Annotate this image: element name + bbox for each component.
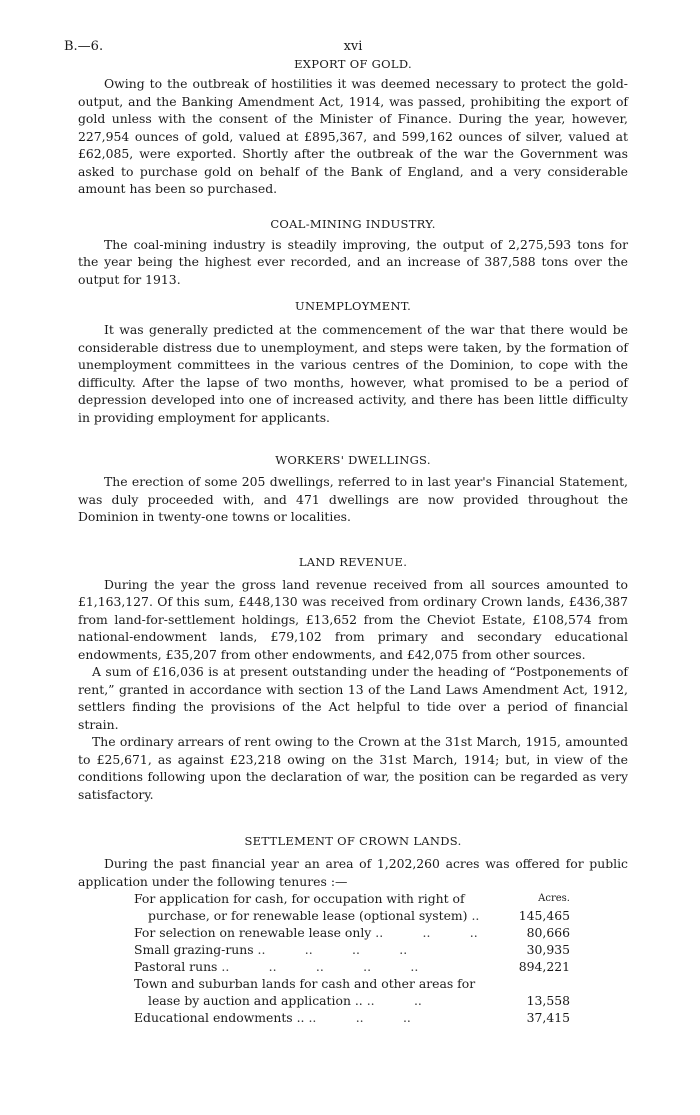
tenure-acres: 37,415 xyxy=(526,1010,570,1025)
section-title-export-of-gold: EXPORT OF GOLD. xyxy=(294,57,412,71)
tenure-row xyxy=(134,941,570,958)
dot-leader: .. .. .. xyxy=(375,925,478,940)
tenure-acres: 13,558 xyxy=(526,993,570,1008)
unemployment-paragraph: It was generally predicted at the commencement of the war that there would be considerable distress due to unemployment, and steps were taken, by the formation of unemployment committees in the various centres of the Dominion, to cope with the difficulty. After the lapse of two months, however, what promised to be a period of depression developed into one of increased activity, and there has been little difficulty in providing employment for applicants. xyxy=(78,322,628,425)
tenure-acres: 80,666 xyxy=(526,925,570,940)
dot-leader: .. .. xyxy=(366,993,422,1008)
tenure-label-continued: purchase, or for renewable lease (optional system) xyxy=(148,908,468,923)
tenure-row xyxy=(134,907,570,924)
tenure-acres: 30,935 xyxy=(526,942,570,957)
coal-paragraph: The coal-mining industry is steadily improving, the output of 2,275,593 tons for the year being the highest ever recorded, and an increase of 387,588 tons over the output for 1913. xyxy=(78,236,628,287)
tenure-acres: 145,465 xyxy=(518,908,570,923)
tenure-label: Town and suburban lands for cash and other areas for xyxy=(134,976,476,991)
tenure-label: For application for cash, for occupation with right of xyxy=(134,891,465,906)
dot-leader: .. .. .. .. xyxy=(257,942,408,957)
dot-leader: .. .. .. xyxy=(308,1010,411,1025)
dwellings-paragraph: The erection of some 205 dwellings, referred to in last year's Financial Statement, was duly proceeded with, and 471 dwellings are now provided throughout the Dominion in twenty-one towns or localities. xyxy=(78,474,628,524)
tenure-label: Pastoral runs xyxy=(134,959,218,974)
page-header xyxy=(64,38,628,56)
tenure-label: For selection on renewable lease only xyxy=(134,925,372,940)
dot-leader: .. xyxy=(471,908,480,923)
land-revenue-paragraph-1: During the year the gross land revenue received from all sources amounted to £1,163,127. Of this sum, £448,130 was received from ordinary Crown lands, £436,387 from land-for-settlement holdings, £13,652 from the Cheviot Estate, £108,574 from national-endowment lands, £79,102 from primary and secondary educational endowments, £35,207 from other endowments, and £42,075 from other sources. xyxy=(78,576,628,662)
settlement-intro-paragraph: During the past financial year an area of 1,202,260 acres was offered for public application under the following tenures :— xyxy=(78,856,628,889)
section-title-land-revenue: LAND REVENUE. xyxy=(298,554,408,569)
document-reference: B.—6. xyxy=(64,39,104,54)
tenure-row xyxy=(134,975,570,992)
tenure-row xyxy=(134,890,570,907)
tenure-row xyxy=(134,992,570,1009)
section-title-coal-mining: COAL-MINING INDUSTRY. xyxy=(270,216,436,231)
tenure-row xyxy=(134,958,570,975)
page-number: xvi xyxy=(343,39,363,54)
document-page xyxy=(64,38,628,1026)
section-title-unemployment: UNEMPLOYMENT. xyxy=(294,299,412,313)
tenure-label: Small grazing-runs xyxy=(134,942,254,957)
section-title-settlement-of-crown-lands: SETTLEMENT OF CROWN LANDS. xyxy=(244,834,462,848)
gold-paragraph: Owing to the outbreak of hostilities it was deemed necessary to protect the gold-output, and the Banking Amendment Act, 1914, was passed, prohibiting the export of gold unless with the consent of the Minister of Finance. During the year, however, 227,954 ounces of gold, valued at £895,367, and 599,162 ounces of silver, valued at £62,085, were exported. Shortly after the outbreak of the war the Government was asked to purchase gold on behalf of the Bank of England, and a very considerable amount has been so purchased. xyxy=(78,76,628,196)
tenure-acres: 894,221 xyxy=(518,959,570,974)
tenures-table xyxy=(134,890,570,1026)
acres-column-header: Acres. xyxy=(538,893,570,904)
tenure-label-continued: lease by auction and application .. xyxy=(148,993,363,1008)
dot-leader: .. .. .. .. .. xyxy=(221,959,419,974)
tenure-row xyxy=(134,924,570,941)
land-revenue-paragraph-3: The ordinary arrears of rent owing to the Crown at the 31st March, 1915, amounted to £25,671, as against £23,218 owing on the 31st March, 1914; but, in view of the conditions following upon the declaration of war, the position can be regarded as very satisfactory. xyxy=(78,734,628,802)
tenure-row xyxy=(134,1009,570,1026)
tenure-label: Educational endowments .. xyxy=(134,1010,305,1025)
section-title-workers-dwellings: WORKERS' DWELLINGS. xyxy=(275,453,431,467)
land-revenue-paragraph-2: A sum of £16,036 is at present outstanding under the heading of “Postponements of rent,” granted in accordance with section 13 of the Land Laws Amendment Act, 1912, settlers finding the provisions of the Act helpful to tide over a period of financial strain. xyxy=(78,664,628,732)
